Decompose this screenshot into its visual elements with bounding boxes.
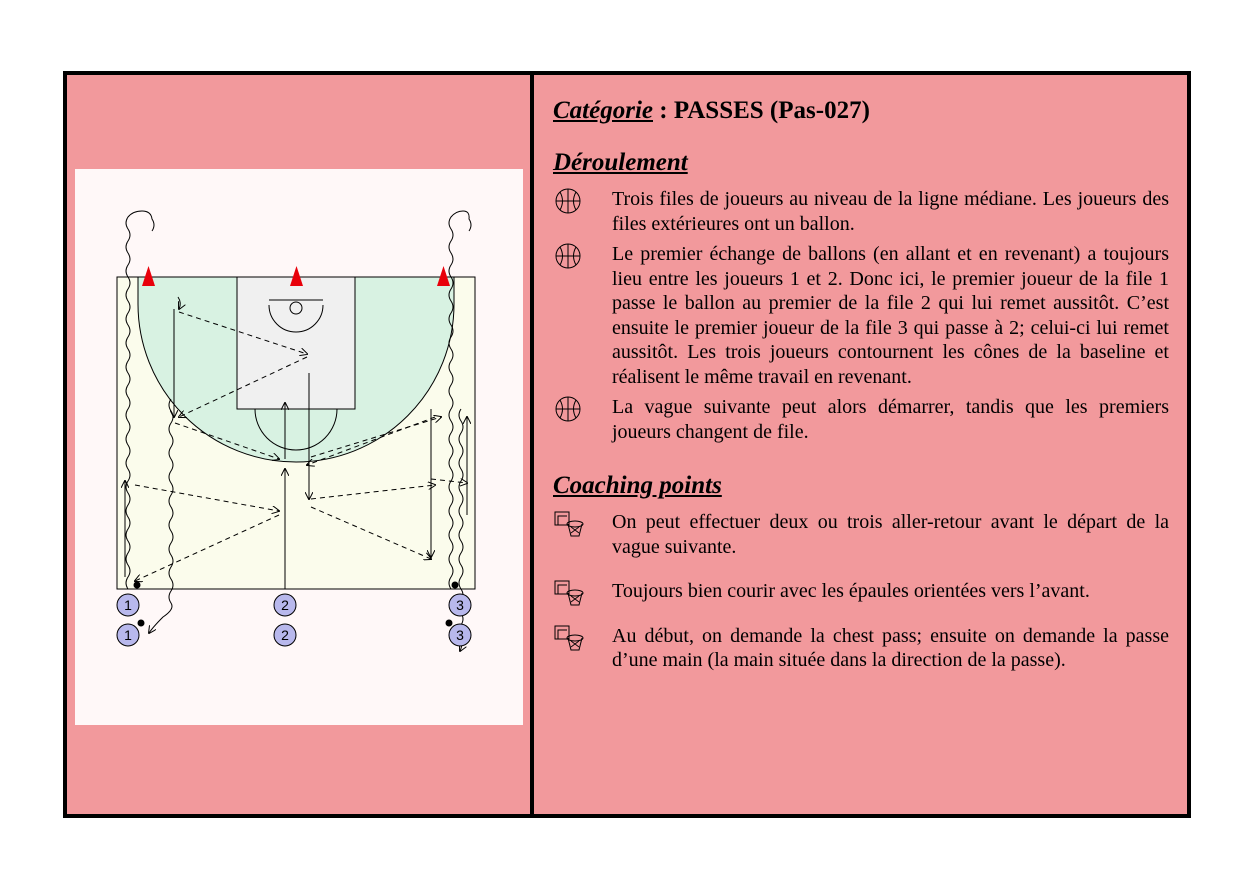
- free-throw-lane: [237, 277, 355, 409]
- drill-sheet: [63, 71, 1191, 818]
- category-label: Catégorie: [553, 97, 653, 124]
- player-label: 1: [124, 597, 132, 613]
- basketball-icon: [553, 187, 583, 217]
- player-label: 3: [456, 597, 464, 613]
- cone-center: [290, 266, 303, 286]
- player-label: 2: [281, 627, 289, 643]
- coaching-text: Toujours bien courir avec les épaules orientées vers l’avant.: [612, 580, 1090, 602]
- deroulement-item: [553, 395, 1169, 444]
- section-title-coaching: Coaching points: [553, 472, 722, 499]
- deroulement-text: Le premier échange de ballons (en allant et en revenant) a toujours lieu entre les joueurs 1 et 2. Donc ici, le premier joueur de la file 1 passe le ballon au premier de la file 2 qui lui remet aussitôt. C’est ensuite le premier joueur de la file 3 qui passe à 2; celui-ci lui remet aussitôt. Les trois joueurs contournent les cônes de la baseline et réalisent le même travail en revenant.: [612, 243, 1169, 388]
- basketball-hoop-icon: [553, 510, 589, 540]
- coaching-text: Au début, on demande la chest pass; ensuite on demande la passe d’une main (la main située dans la direction de la passe).: [612, 624, 1169, 671]
- basketball-icon: [553, 395, 583, 425]
- court-diagram-svg: [75, 169, 523, 725]
- deroulement-item: [553, 187, 1169, 236]
- basketball-icon: [553, 242, 583, 272]
- drill-diagram: [75, 169, 523, 725]
- coaching-item: [553, 510, 1169, 559]
- basketball-hoop-icon: [553, 579, 589, 609]
- category-value: PASSES (Pas-027): [673, 97, 870, 124]
- basketball-hoop-icon: [553, 624, 589, 654]
- ball: [138, 620, 145, 627]
- player-label: 3: [456, 627, 464, 643]
- deroulement-item: [553, 242, 1169, 389]
- section-title-deroulement: Déroulement: [553, 149, 688, 176]
- category-line: [553, 95, 1169, 127]
- cone-left: [142, 266, 155, 286]
- ball: [446, 620, 453, 627]
- category-separator: :: [653, 97, 674, 124]
- cone-right: [437, 266, 450, 286]
- ball: [134, 582, 141, 589]
- deroulement-text: Trois files de joueurs au niveau de la ligne médiane. Les joueurs des files extérieures ont un ballon.: [612, 188, 1169, 235]
- deroulement-text: La vague suivante peut alors démarrer, tandis que les premiers joueurs changent de file.: [612, 396, 1169, 443]
- player-label: 2: [281, 597, 289, 613]
- column-divider: [530, 75, 534, 814]
- description-column: [553, 95, 1169, 693]
- player-label: 1: [124, 627, 132, 643]
- coaching-text: On peut effectuer deux ou trois aller-retour avant le départ de la vague suivante.: [612, 511, 1169, 558]
- ball: [452, 582, 459, 589]
- coaching-item: [553, 579, 1169, 604]
- coaching-item: [553, 624, 1169, 673]
